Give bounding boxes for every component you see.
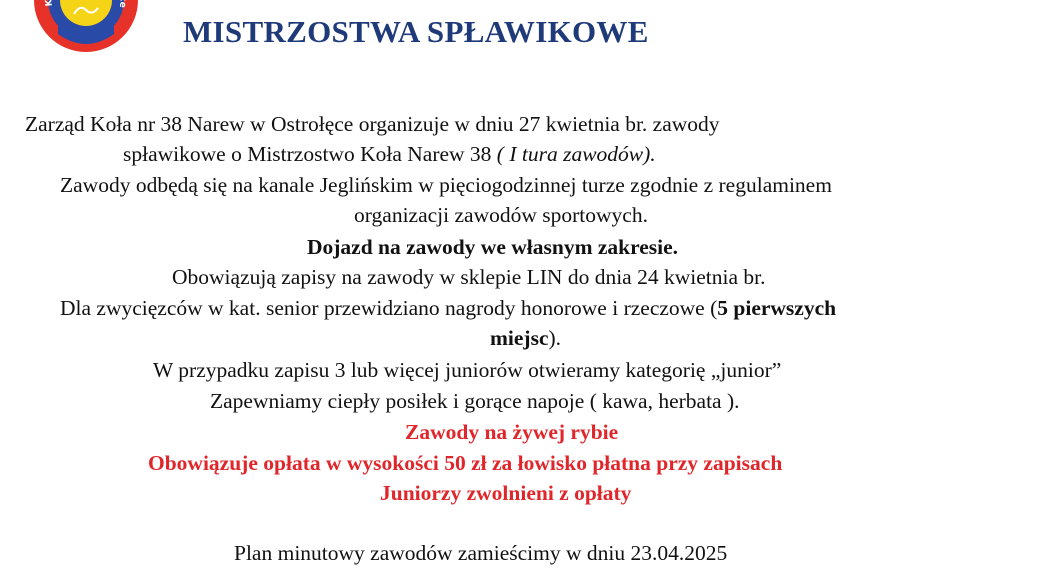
catering-note: Zapewniamy ciepły posiłek i gorące napoje ( kawa, herbata ). — [210, 389, 740, 413]
junior-fee-note: Juniorzy zwolnieni z opłaty — [380, 481, 632, 505]
junior-category-note: W przypadku zapisu 3 lub więcej juniorów otwieramy kategorię „junior” — [153, 358, 782, 382]
location-line-1: Zawody odbędą się na kanale Jeglińskim w pięciogodzinnej turze zgodnie z regulaminem — [60, 173, 832, 197]
prizes-line-1 — [60, 298, 836, 320]
intro-line-2-italic: ( I tura zawodów). — [491, 142, 656, 166]
location-line-2: organizacji zawodów sportowych. — [354, 203, 648, 227]
registration-note: Obowiązują zapisy na zawody w sklepie LIN do dnia 24 kwietnia br. — [172, 265, 766, 289]
intro-line-2-main: spławikowe o Mistrzostwo Koła Narew 38 — [123, 142, 492, 166]
prizes-line-2-tail: ). — [548, 326, 562, 350]
intro-line-2 — [123, 144, 656, 166]
prizes-line-2 — [490, 328, 561, 350]
prizes-line-1-main: Dla zwycięzców w kat. senior przewidziano nagrody honorowe i rzeczowe ( — [60, 296, 718, 320]
live-fish-note: Zawody na żywej rybie — [405, 420, 619, 444]
svg-text:Koł — [44, 0, 56, 7]
prizes-line-2-bold: miejsc — [490, 326, 549, 350]
intro-line-1: Zarząd Koła nr 38 Narew w Ostrołęce organizuje w dniu 27 kwietnia br. zawody — [25, 112, 720, 136]
prizes-line-1-bold: 5 pierwszych — [717, 296, 837, 320]
logo-arc-text-left: K — [44, 0, 55, 7]
schedule-note: Plan minutowy zawodów zamieścimy w dniu 23.04.2025 — [234, 541, 728, 565]
fee-note: Obowiązuje opłata w wysokości 50 zł za łowisko płatna przy zapisach — [148, 451, 783, 475]
logo-arc-text-right: e — [116, 0, 128, 9]
club-logo — [34, 0, 138, 54]
page-title: MISTRZOSTWA SPŁAWIKOWE — [183, 14, 649, 49]
transport-note: Dojazd na zawody we własnym zakresie. — [307, 235, 679, 259]
